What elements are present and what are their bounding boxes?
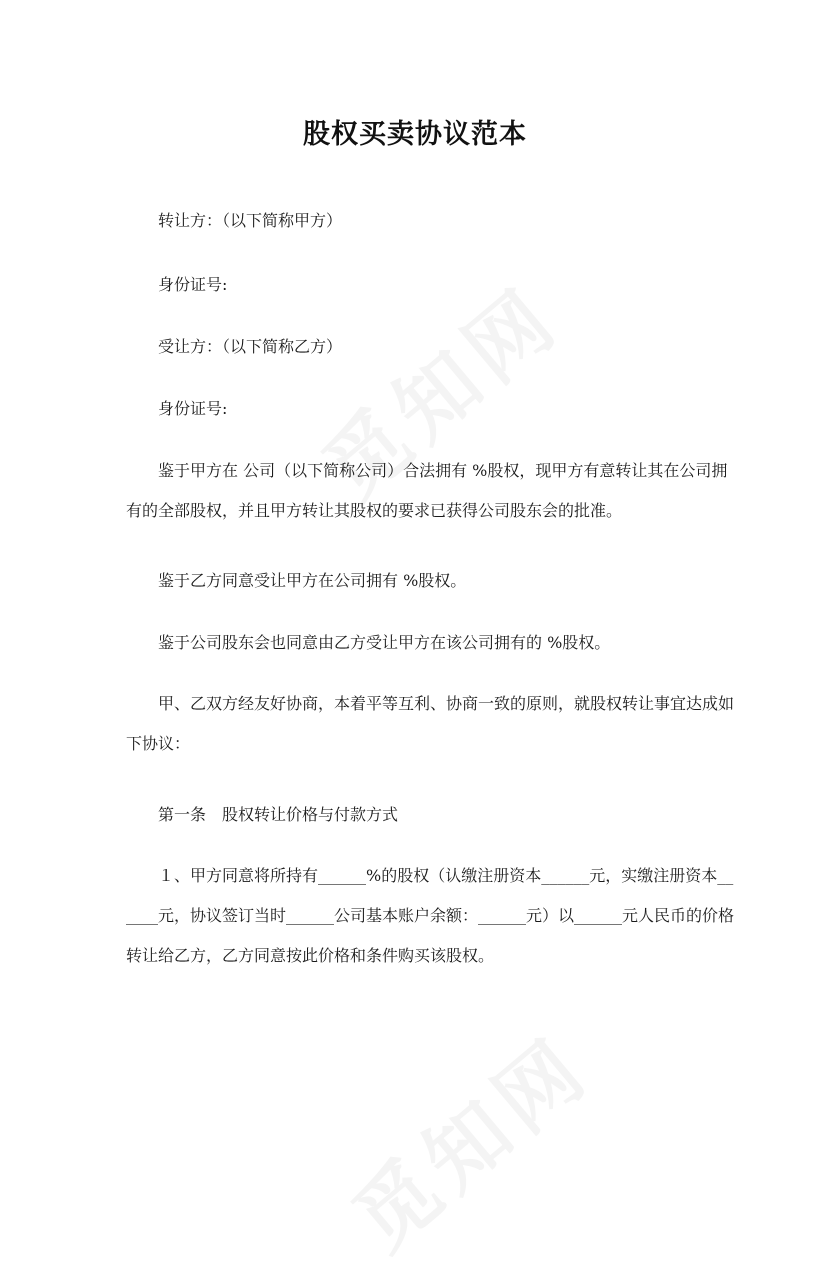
recital-paragraph-3: 鉴于公司股东会也同意由乙方受让甲方在该公司拥有的 %股权。 <box>158 633 611 652</box>
watermark-bottom <box>325 1005 612 1272</box>
transferee-id-line: 身份证号: <box>158 399 228 418</box>
transferor-line: 转让方：（以下简称甲方） <box>158 211 343 230</box>
recital-paragraph-2: 鉴于乙方同意受让甲方在公司拥有 %股权。 <box>158 571 467 590</box>
article-1-clause-1: １、甲方同意将所持有______%的股权（认缴注册资本______元，实缴注册资本______元，协议签订当时______公司基本账户余额：______元）以______元人民币的价格转让给乙方，乙方同意按此价格和条件购买该股权。 <box>126 866 735 965</box>
transferor-id-line: 身份证号: <box>158 275 228 294</box>
agreement-intro-paragraph: 甲、乙双方经友好协商，本着平等互利、协商一致的原则，就股权转让事宜达成如下协议： <box>126 694 735 753</box>
article-1-heading: 第一条 股权转让价格与付款方式 <box>158 805 399 824</box>
transferee-line: 受让方：（以下简称乙方） <box>158 337 343 356</box>
document-title: 股权买卖协议范本 <box>303 119 527 150</box>
recital-paragraph-1: 鉴于甲方在 公司（以下简称公司）合法拥有 %股权，现甲方有意转让其在公司拥有的全部股权，并且甲方转让其股权的要求已获得公司股东会的批准。 <box>126 461 728 520</box>
